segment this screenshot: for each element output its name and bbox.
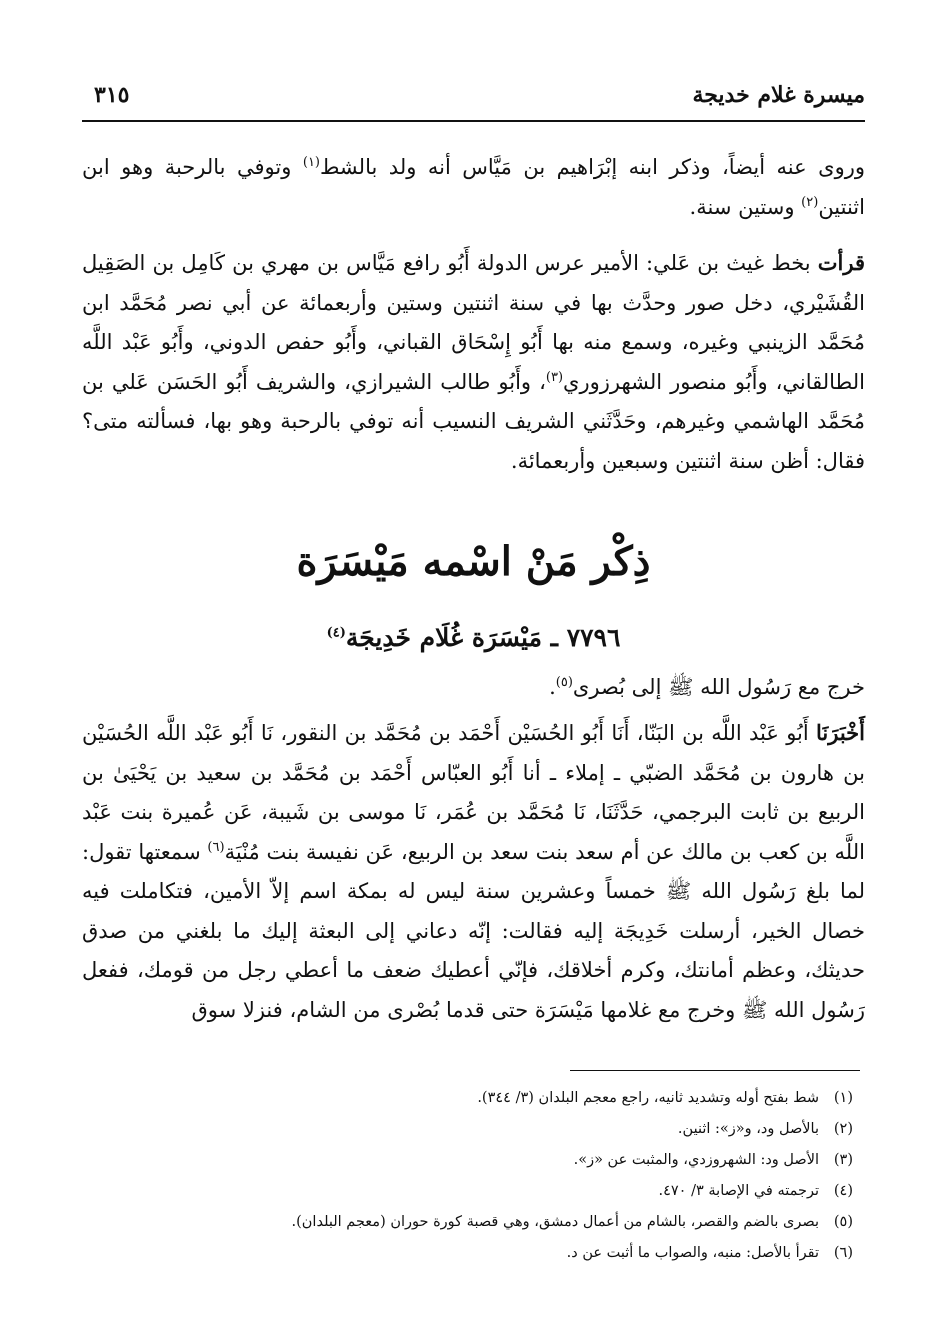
footnote-ref-6[interactable]: (٦) <box>207 839 225 855</box>
paragraph-1 <box>82 148 865 227</box>
footnote-ref-2[interactable]: (٢) <box>801 194 819 210</box>
footnote-ref-3[interactable]: (٣) <box>545 369 564 385</box>
footnote-text: شط بفتح أوله وتشديد ثانيه، راجع معجم البلدان (٣/ ٣٤٤). <box>477 1090 819 1106</box>
paragraph-3-text-b: . <box>549 675 556 699</box>
footnote-1 <box>82 1083 865 1114</box>
footnote-number: (٦) <box>833 1245 853 1261</box>
footnote-number: (١) <box>833 1090 853 1106</box>
footnote-3 <box>82 1145 865 1176</box>
paragraph-4-text-b: سمعتها تقول: لما بلغ رَسُول الله ﷺ خمساً وعشرين سنة ليس له بمكة اسم إلاّ الأمين، فتكاملت فيه خصال الخير، أرسلت خَدِيجَة إليه فقالت: إنّه دعاني إلى البعثة إليك ما بلغني من صدق حديثك، وعظم أمانتك، وكرم أخلاقك، فإنّي أعطيك ضعف ما أعطي رجل من قومك، ففعل رَسُول الله ﷺ وخرج مع غلامها مَيْسَرَة حتى قدما بُصْرى من الشام، فنزلا سوق <box>82 839 865 1022</box>
footnote-number: (٥) <box>833 1214 853 1230</box>
entry-title: مَيْسَرَة غُلَام خَدِيجَة <box>345 623 551 652</box>
section-heading: ذِكْر مَنْ اسْمه مَيْسَرَة <box>296 538 651 585</box>
footnotes <box>82 1083 865 1269</box>
paragraph-1-text-a: وروى عنه أيضاً، وذكر ابنه إبْرَاهيم بن مَيَّاس أنه ولد بالشط <box>320 155 865 179</box>
footnote-text: الأصل ود: الشهروزدي، والمثبت عن «ز». <box>573 1152 819 1168</box>
paragraph-2 <box>82 243 865 481</box>
paragraph-4-text-a: أَبُو عَبْد اللَّه بن البَنّا، أَنَا أَبُو الحُسَيْن أَحْمَد بن مُحَمَّد بن النقور، نَا أَبُو عَبْد اللَّه الحُسَيْن بن هارون بن مُحَمَّد الضبّي ـ إملاء ـ أنا أَبُو العبّاس أَحْمَد بن مُحَمَّد بن سعيد بن يَحْيَىٰ بن الربيع بن ثابت البرجمي، حَدَّثَنَا، نَا مُحَمَّد بن عُمَر، نَا موسى بن شَيبة، عَن عُميرة بنت عَبْد اللَّه بن كعب بن مالك عن أم سعد بنت سعد بن الربيع، عَن نفيسة بنت مُنْيَة <box>82 721 865 864</box>
footnote-text: تقرأ بالأصل: منبه، والصواب ما أثبت عن د. <box>566 1245 819 1261</box>
footnote-text: ترجمته في الإصابة ٣/ ٤٧٠. <box>658 1183 819 1199</box>
paragraph-1-text-c: وستين سنة. <box>689 194 802 219</box>
footnote-rule <box>570 1070 860 1071</box>
footnote-ref-1[interactable]: (١) <box>302 155 320 170</box>
paragraph-2-text-b: ، وأَبُو طالب الشيرازي، والشريف أَبُو الحَسَن عَلي بن مُحَمَّد الهاشمي وغيرهم، وحَدَّثَني الشريف النسيب أنه توفي بالرحبة وهو بها، فسألته متى؟ فقال: أظن سنة اثنتين وسبعين وأربعمائة. <box>82 369 865 473</box>
paragraph-2-lead: قرأت <box>817 250 865 275</box>
paragraph-3-text-a: خرج مع رَسُول الله ﷺ إلى بُصرى <box>572 675 865 699</box>
footnote-text: بصرى بالضم والقصر، بالشام من أعمال دمشق، وهي قصبة كورة حوران (معجم البلدان). <box>291 1214 819 1230</box>
paragraph-2-text-a: بخط غيث بن عَلي: الأمير عرس الدولة أَبُو رافع مَيَّاس بن مهري بن كَامِل بن الصَقِيل القُشَيْري، دخل صور وحدَّث بها في سنة اثنتين وستين وأربعمائة عن أبي نصر مُحَمَّد ابن مُحَمَّد الزينبي وغيره، وسمع منه بها أَبُو إِسْحَاق القباني، وأَبُو حفص الدوني، وأَبُو عَبْد اللَّه الطالقاني، وأَبُو منصور الشهرزوري <box>82 251 865 394</box>
paragraph-4-lead: أَخْبَرَنَا <box>816 720 865 745</box>
page-header <box>82 72 865 122</box>
footnote-6 <box>82 1238 865 1269</box>
paragraph-1-text-b: وتوفي بالرحبة وهو ابن اثنتين <box>82 155 865 219</box>
running-title: ميسرة غلام خديجة <box>692 82 865 108</box>
footnote-4 <box>82 1176 865 1207</box>
footnote-2 <box>82 1114 865 1145</box>
footnote-text: بالأصل ود، و«ز»: اثنين. <box>677 1121 819 1137</box>
footnote-number: (٣) <box>833 1152 853 1168</box>
header-rule <box>82 120 865 122</box>
paragraph-4 <box>82 713 865 1030</box>
footnote-5 <box>82 1207 865 1238</box>
footnote-ref-5[interactable]: (٥) <box>555 675 573 690</box>
footnote-number: (٤) <box>833 1183 853 1199</box>
entry-heading <box>82 616 865 660</box>
footnote-ref-4[interactable]: (٤) <box>326 625 346 641</box>
paragraph-3 <box>82 668 865 708</box>
entry-number: ٧٧٩٦ ـ <box>550 623 621 652</box>
page-number: ٣١٥ <box>94 82 130 108</box>
footnote-number: (٢) <box>833 1121 853 1137</box>
